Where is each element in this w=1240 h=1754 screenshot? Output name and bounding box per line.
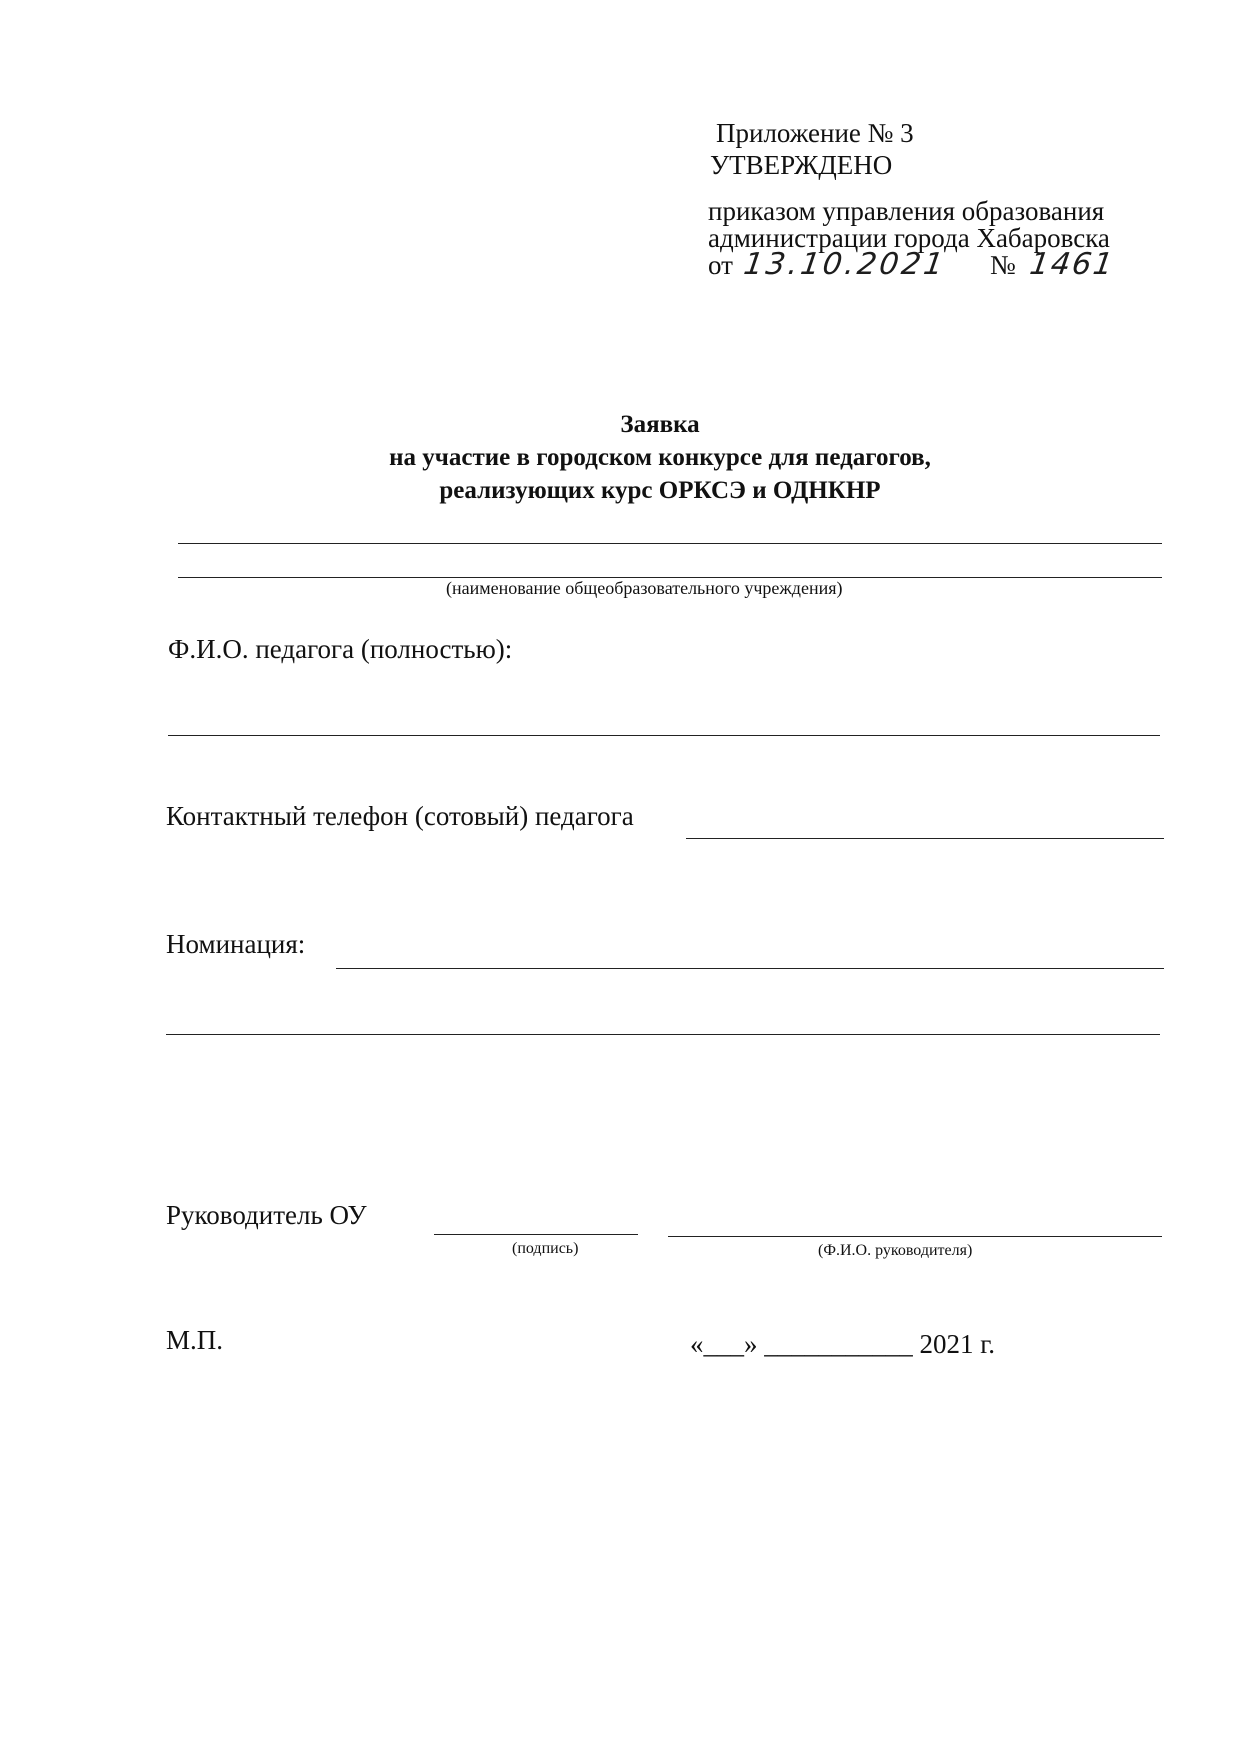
nomination-input-line-1[interactable] bbox=[336, 968, 1164, 969]
institution-line-1[interactable] bbox=[178, 543, 1162, 544]
nomination-label: Номинация: bbox=[166, 929, 306, 959]
fio-label: Ф.И.О. педагога (полностью): bbox=[168, 634, 513, 664]
date-field[interactable]: «___» ___________ 2021 г. bbox=[690, 1329, 996, 1359]
fio-input-line[interactable] bbox=[168, 735, 1160, 736]
appendix-number: Приложение № 3 bbox=[716, 118, 914, 148]
handwritten-order-date: 13.10.2021 bbox=[741, 247, 949, 282]
phone-label: Контактный телефон (сотовый) педагога bbox=[166, 801, 634, 831]
nomination-input-line-2[interactable] bbox=[166, 1034, 1160, 1035]
title-line-3: реализующих курс ОРКСЭ и ОДНКНР bbox=[439, 477, 881, 504]
handwritten-order-number: 1461 bbox=[1027, 247, 1117, 282]
stamp-label: М.П. bbox=[166, 1325, 224, 1355]
signature-line[interactable] bbox=[434, 1234, 638, 1235]
order-date-label: от bbox=[708, 250, 733, 280]
order-number-label: № bbox=[990, 250, 1016, 280]
head-label: Руководитель ОУ bbox=[166, 1200, 367, 1230]
head-name-line[interactable] bbox=[668, 1236, 1162, 1237]
signature-caption: (подпись) bbox=[512, 1240, 579, 1257]
document-title bbox=[300, 408, 1020, 507]
approved-label: УТВЕРЖДЕНО bbox=[710, 150, 893, 180]
head-name-caption: (Ф.И.О. руководителя) bbox=[818, 1242, 973, 1259]
order-line-2: администрации города Хабаровска bbox=[708, 223, 1110, 253]
title-line-2: на участие в городском конкурсе для педагогов, bbox=[389, 444, 931, 471]
phone-input-line[interactable] bbox=[686, 838, 1164, 839]
title-line-1: Заявка bbox=[620, 411, 700, 438]
order-line-1: приказом управления образования bbox=[708, 196, 1105, 226]
institution-caption: (наименование общеобразовательного учреждения) bbox=[446, 578, 843, 598]
